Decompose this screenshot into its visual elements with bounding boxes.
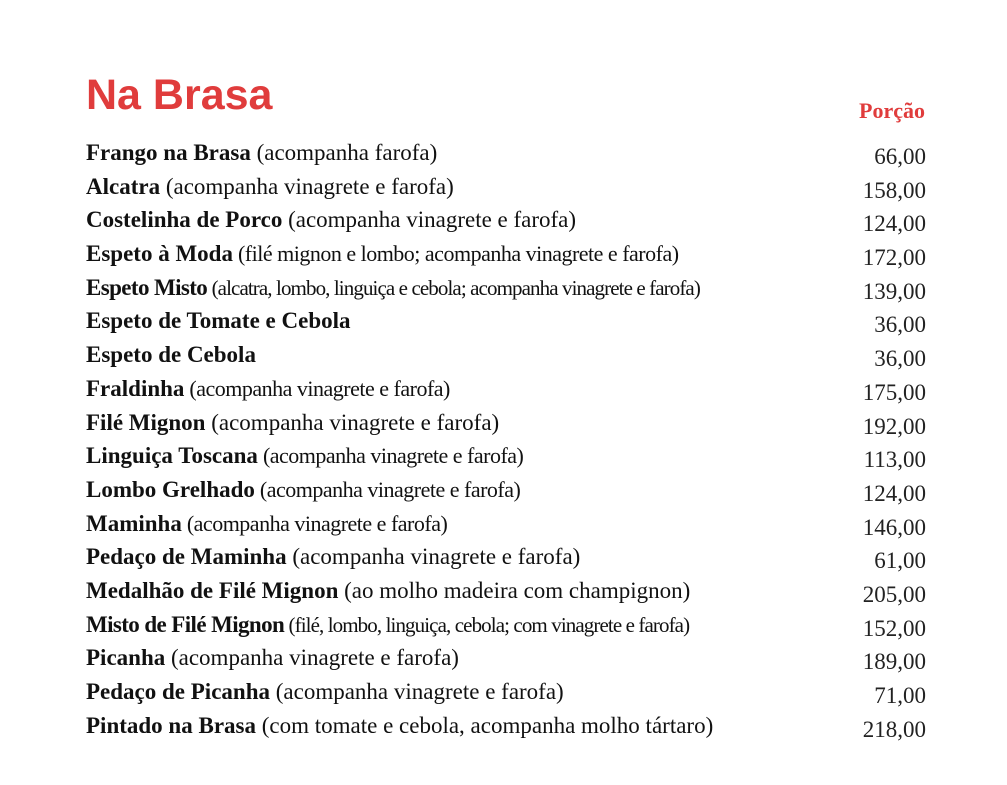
item-price: 175,00 xyxy=(862,379,926,405)
item-name: Frango na Brasa xyxy=(86,140,251,165)
menu-item xyxy=(86,408,926,442)
menu-item xyxy=(86,576,926,610)
item-price: 66,00 xyxy=(874,144,926,169)
item-name: Espeto à Moda xyxy=(86,241,233,267)
item-price: 218,00 xyxy=(862,716,926,742)
item-name: Espeto de Cebola xyxy=(86,342,256,368)
item-name: Lombo Grelhado xyxy=(86,476,255,502)
item-description: (com tomate e cebola, acompanha molho tártaro) xyxy=(255,712,714,738)
item-name: Picanha xyxy=(86,645,166,671)
item-name: Fraldinha xyxy=(86,375,185,401)
item-name: Misto de Filé Mignon xyxy=(86,611,285,637)
menu-item xyxy=(86,475,926,509)
item-price: 152,00 xyxy=(862,615,926,641)
item-description: (acompanha vinagrete e farofa) xyxy=(286,544,581,570)
item-name: Espeto de Tomate e Cebola xyxy=(86,308,351,334)
item-name: Pedaço de Maminha xyxy=(86,544,287,570)
menu-item xyxy=(86,306,926,340)
item-description: (acompanha vinagrete e farofa) xyxy=(270,679,564,704)
menu-item xyxy=(86,643,926,677)
item-price: 189,00 xyxy=(862,649,926,675)
item-description: (acompanha vinagrete e farofa) xyxy=(181,510,448,536)
item-description: (acompanha vinagrete e farofa) xyxy=(282,207,577,233)
item-name: Medalhão de Filé Mignon xyxy=(86,577,339,603)
menu-item xyxy=(86,273,926,307)
item-price: 71,00 xyxy=(874,683,926,708)
item-price: 158,00 xyxy=(862,177,926,203)
item-name: Espeto Misto xyxy=(86,274,208,300)
menu-item xyxy=(86,711,926,745)
item-description: (acompanha vinagrete e farofa) xyxy=(184,375,450,401)
item-name: Costelinha de Porco xyxy=(86,207,283,233)
menu-item xyxy=(86,441,926,475)
item-price: 172,00 xyxy=(862,245,926,271)
item-name: Pedaço de Picanha xyxy=(86,679,270,704)
item-name: Filé Mignon xyxy=(86,409,206,435)
item-description: (acompanha vinagrete e farofa) xyxy=(205,409,500,435)
item-price: 36,00 xyxy=(874,346,926,372)
menu-item xyxy=(86,340,926,374)
menu-item xyxy=(86,239,926,273)
item-description: (acompanha vinagrete e farofa) xyxy=(165,645,459,671)
item-price: 124,00 xyxy=(862,480,926,506)
item-description: (filé mignon e lombo; acompanha vinagrete e farofa) xyxy=(232,241,679,267)
menu-item xyxy=(86,205,926,239)
item-price: 61,00 xyxy=(874,548,926,574)
item-price: 36,00 xyxy=(874,312,926,338)
item-price: 205,00 xyxy=(862,581,926,607)
item-price: 113,00 xyxy=(863,447,926,473)
menu-item xyxy=(86,374,926,408)
item-name: Pintado na Brasa xyxy=(86,712,256,738)
item-description: (acompanha farofa) xyxy=(250,140,438,165)
item-price: 139,00 xyxy=(862,278,926,304)
item-description: (alcatra, lombo, linguiça e cebola; acompanha vinagrete e farofa) xyxy=(207,275,700,300)
item-description: (acompanha vinagrete e farofa) xyxy=(257,443,524,469)
item-name: Maminha xyxy=(86,510,182,536)
page-title: Na Brasa xyxy=(86,71,273,119)
menu-item xyxy=(86,138,926,172)
menu-item xyxy=(86,509,926,543)
item-description: (acompanha vinagrete e farofa) xyxy=(160,173,454,199)
menu-item xyxy=(86,610,926,644)
menu-list xyxy=(86,138,926,744)
item-name: Linguiça Toscana xyxy=(86,443,258,469)
item-price: 146,00 xyxy=(862,514,926,540)
menu-item xyxy=(86,677,926,711)
item-price: 124,00 xyxy=(862,211,926,237)
item-price: 192,00 xyxy=(862,413,926,439)
item-description: (filé, lombo, linguiça, cebola; com vinagrete e farofa) xyxy=(284,612,690,637)
item-name: Alcatra xyxy=(86,173,161,199)
menu-item xyxy=(86,542,926,576)
item-description: (acompanha vinagrete e farofa) xyxy=(254,476,521,502)
menu-item xyxy=(86,172,926,206)
portion-column-header: Porção xyxy=(859,98,925,123)
item-description: (ao molho madeira com champignon) xyxy=(338,577,691,603)
